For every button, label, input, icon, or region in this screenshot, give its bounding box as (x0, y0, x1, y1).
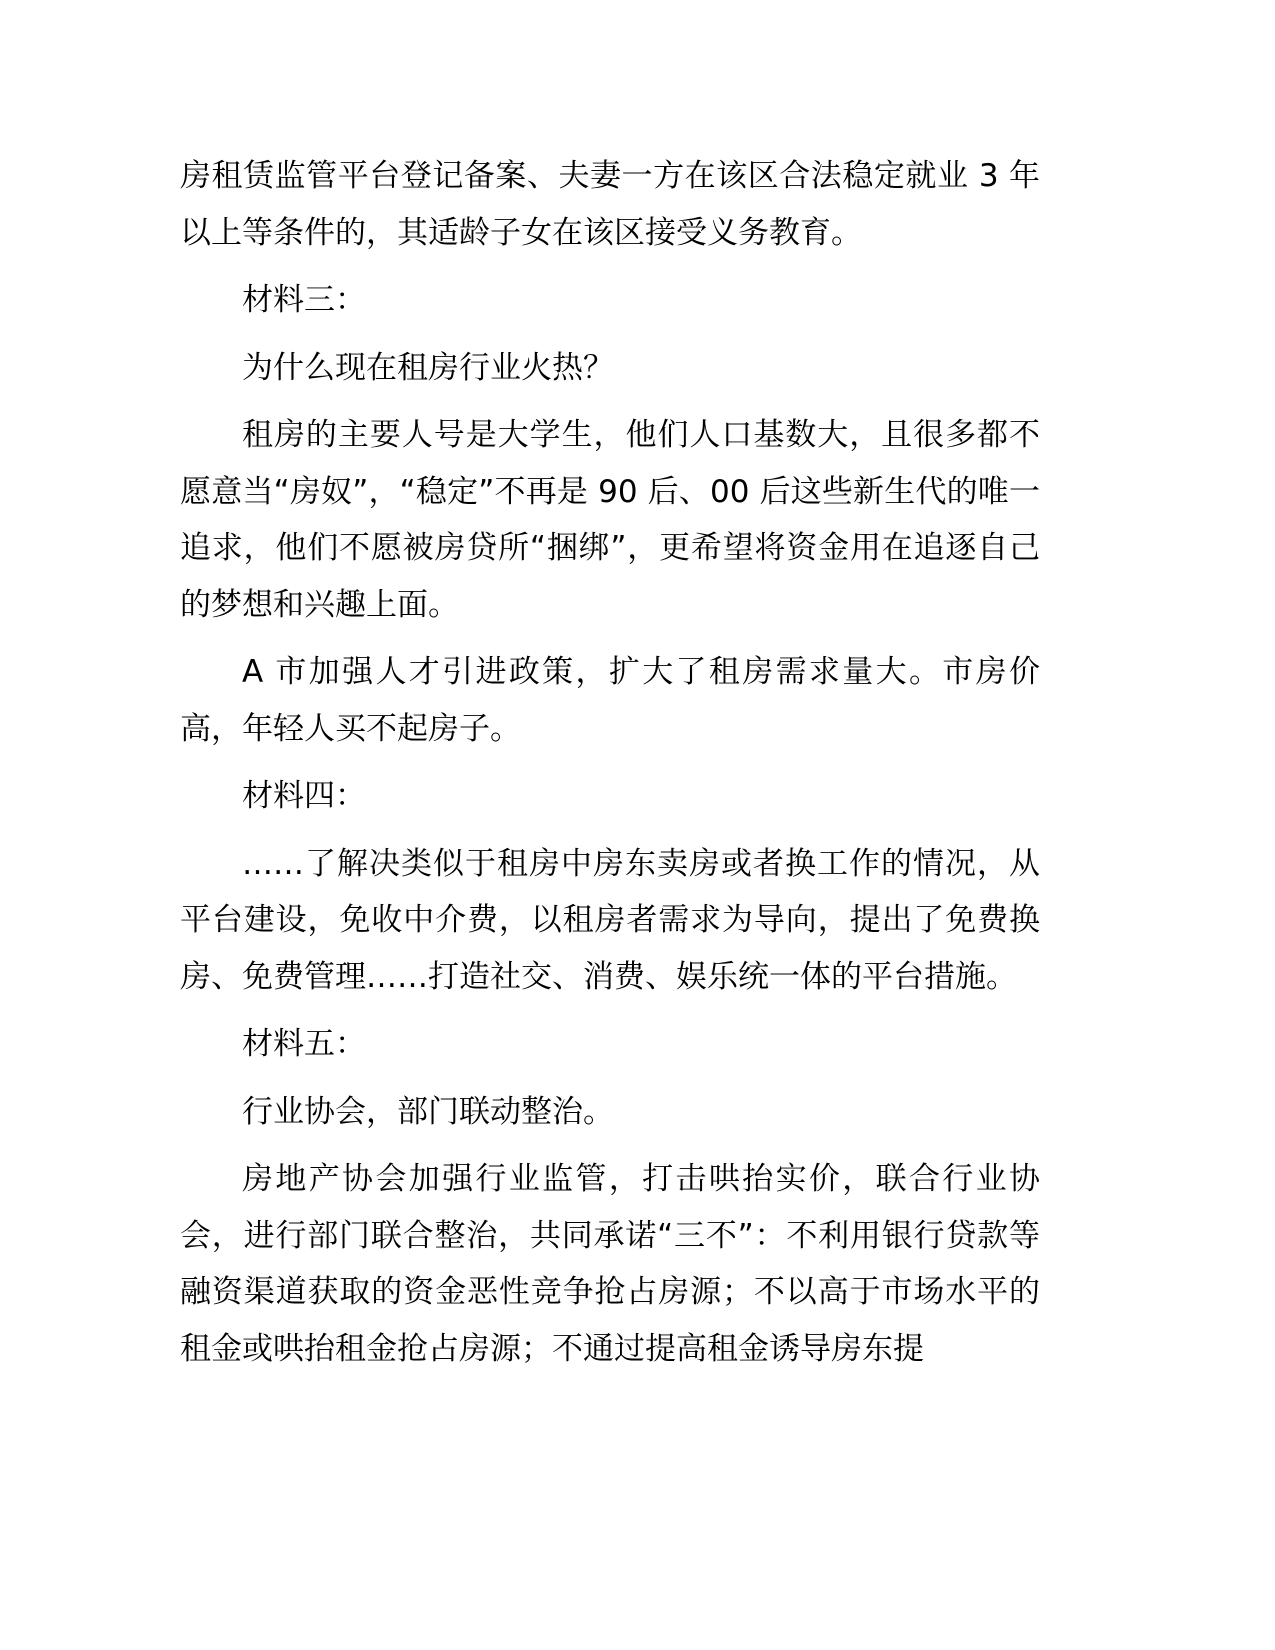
paragraph-platform-measures: ……了解决类似于租房中房东卖房或者换工作的情况，从平台建设，免收中介费，以租房者需求为导向，提出了免费换房、免费管理……打造社交、消费、娱乐统一体的平台措施。 (180, 845, 1040, 995)
paragraph-city-policy: A 市加强人才引进政策，扩大了租房需求量大。市房价高，年轻人买不起房子。 (180, 654, 1040, 747)
document-page (180, 148, 1040, 1388)
heading-material-five: 材料五： (242, 1026, 366, 1062)
paragraph-renters: 租房的主要人号是大学生，他们人口基数大，且很多都不愿意当“房奴”，“稳定”不再是 90 后、00 后这些新生代的唯一追求，他们不愿被房贷所“捆绑”，更希望将资金用在追逐自己的梦想和兴趣上面。 (180, 417, 1040, 623)
paragraph-regulation: 房地产协会加强行业监管，打击哄抬实价，联合行业协会，进行部门联合整治，共同承诺“三不”：不利用银行贷款等融资渠道获取的资金恶性竞争抢占房源；不以高于市场水平的租金或哄抬租金抢占房源；不通过提高租金诱导房东提 (180, 1161, 1040, 1367)
paragraph-industry-association: 行业协会，部门联动整治。 (242, 1093, 614, 1130)
heading-material-three: 材料三： (242, 282, 366, 318)
heading-material-four: 材料四： (242, 778, 366, 814)
paragraph-continuation: 房租赁监管平台登记备案、夫妻一方在该区合法稳定就业 3 年以上等条件的，其适龄子女在该区接受义务教育。 (180, 158, 1040, 251)
paragraph-question: 为什么现在租房行业火热？ (242, 349, 614, 386)
